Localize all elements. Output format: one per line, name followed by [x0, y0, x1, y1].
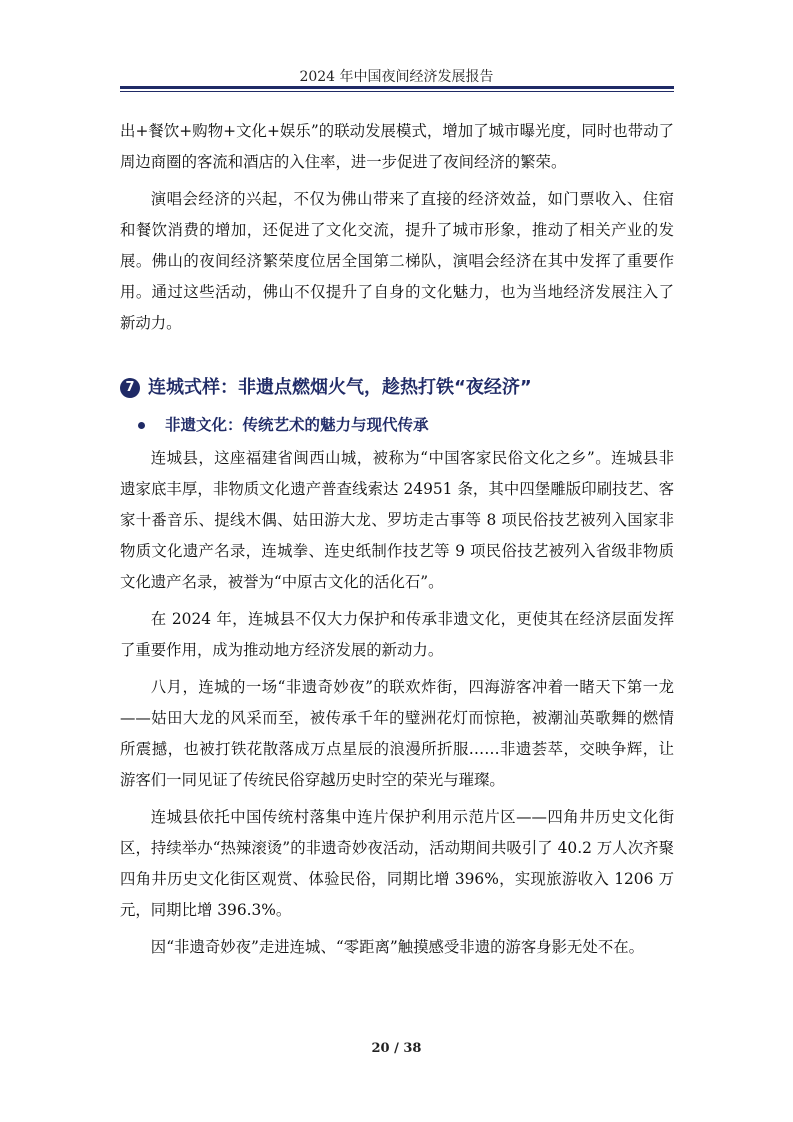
bullet-icon	[138, 422, 145, 429]
section-title: 连城式样：非遗点燃烟火气，趁热打铁“夜经济”	[148, 377, 532, 398]
paragraph: 演唱会经济的兴起，不仅为佛山带来了直接的经济效益，如门票收入、住宿和餐饮消费的增加，还促进了文化交流，提升了城市形象，推动了相关产业的发展。佛山的夜间经济繁荣度位居全国第二梯队，演唱会经济在其中发挥了重要作用。通过这些活动，佛山不仅提升了自身的文化魅力，也为当地经济发展注入了新动力。	[120, 190, 674, 332]
paragraph: 八月，连城的一场“非遗奇妙夜”的联欢炸街，四海游客冲着一睹天下第一龙——姑田大龙的风采而至，被传承千年的璧洲花灯而惊艳，被潮汕英歌舞的燃情所震撼，也被打铁花散落成万点星辰的浪漫所折服……非遗荟萃，交映争辉，让游客们一同见证了传统民俗穿越历史时空的荣光与璀璨。	[120, 678, 674, 789]
header-rule-thick	[120, 86, 674, 89]
paragraph: 连城县依托中国传统村落集中连片保护利用示范片区——四角井历史文化街区，持续举办“热辣滚烫”的非遗奇妙夜活动，活动期间共吸引了 40.2 万人次齐聚四角井历史文化街区观赏、体验民俗，同期比增 396%，实现旅游收入 1206 万元，同期比增 396.3%。	[120, 808, 674, 919]
section-number-badge: 7	[120, 378, 140, 398]
header-rule-thin	[120, 91, 674, 92]
paragraph: 连城县，这座福建省闽西山城，被称为“中国客家民俗文化之乡”。连城县非遗家底丰厚，非物质文化遗产普查线索达 24951 条，其中四堡雕版印刷技艺、客家十番音乐、提线木偶、姑田游大龙、罗坊走古事等 8 项民俗技艺被列入国家非物质文化遗产名录，连城拳、连史纸制作技艺等 9 项民俗技艺被列入省级非物质文化遗产名录，被誉为“中原古文化的活化石”。	[120, 449, 674, 591]
paragraph: 出+餐饮+购物+文化+娱乐”的联动发展模式，增加了城市曝光度，同时也带动了周边商圈的客流和酒店的入住率，进一步促进了夜间经济的繁荣。	[120, 122, 674, 171]
page-header-title: 2024 年中国夜间经济发展报告	[299, 69, 494, 85]
section-heading	[120, 373, 674, 403]
main-content	[120, 116, 674, 969]
paragraph: 在 2024 年，连城县不仅大力保护和传承非遗文化，更使其在经济层面发挥了重要作用，成为推动地方经济发展的新动力。	[120, 610, 674, 659]
page-number: 20 / 38	[371, 1041, 422, 1056]
subsection-title: 非遗文化：传统艺术的魅力与现代传承	[165, 416, 429, 434]
paragraph: 因“非遗奇妙夜”走进连城、“零距离”触摸感受非遗的游客身影无处不在。	[150, 938, 644, 956]
subsection-heading	[138, 409, 674, 441]
